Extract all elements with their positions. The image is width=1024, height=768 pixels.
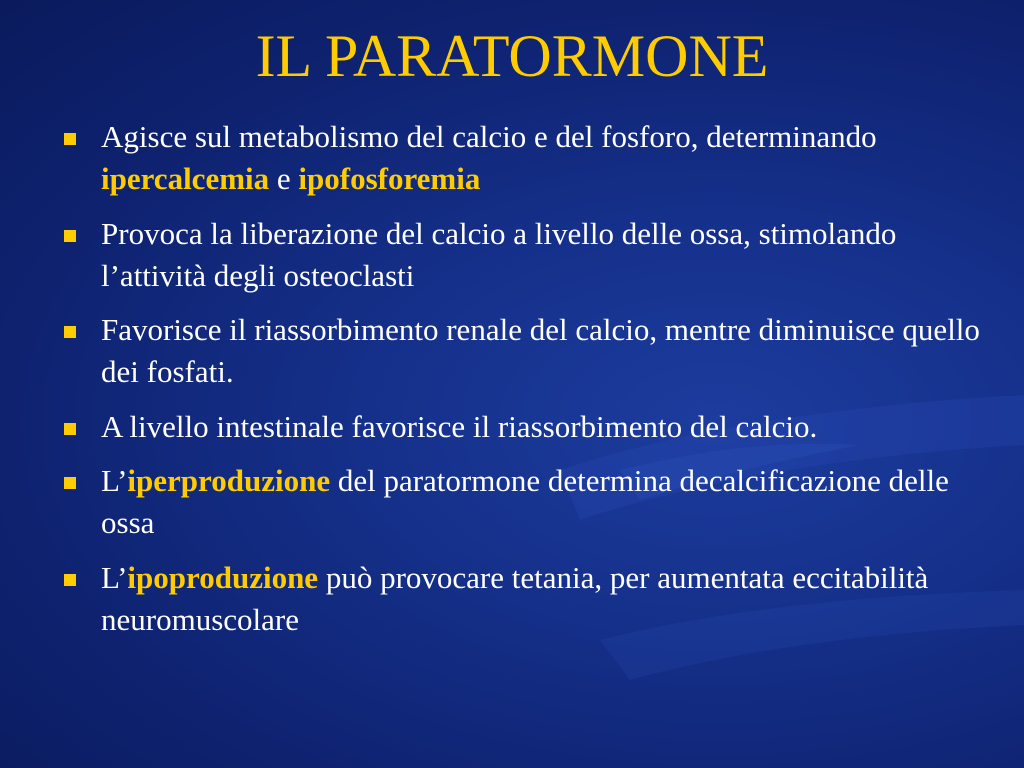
square-bullet-icon (64, 326, 76, 338)
bullet-text: del paratormone determina decalcificazione delle ossa (101, 463, 949, 540)
highlighted-term: ipoproduzione (127, 559, 319, 595)
bullet-text: L’ (101, 559, 128, 595)
bullet-text: Provoca la liberazione del calcio a livello delle ossa, stimolando l’attività degli osteoclasti (101, 215, 897, 293)
highlighted-term: iperproduzione (127, 463, 331, 498)
square-bullet-icon (64, 477, 76, 489)
square-bullet-icon (64, 230, 76, 242)
bullet-text: L’ (101, 463, 128, 498)
bullet-item (64, 116, 984, 200)
bullet-item (64, 213, 984, 297)
highlighted-term: ipofosforemia (298, 161, 481, 196)
highlighted-term: ipercalcemia (101, 161, 270, 196)
bullet-item (64, 557, 984, 641)
square-bullet-icon (64, 423, 76, 435)
square-bullet-icon (64, 133, 76, 145)
bullet-item (64, 309, 984, 393)
bullet-text: e (269, 161, 299, 196)
bullet-text: può provocare tetania, per aumentata eccitabilità neuromuscolare (101, 559, 929, 637)
bullet-text: A livello intestinale favorisce il riassorbimento del calcio. (101, 408, 818, 444)
bullet-item (64, 406, 984, 448)
square-bullet-icon (64, 574, 76, 586)
slide-title: IL PARATORMONE (255, 23, 769, 89)
bullet-text: Agisce sul metabolismo del calcio e del fosforo, determinando (101, 119, 877, 154)
bullet-text: Favorisce il riassorbimento renale del calcio, mentre diminuisce quello dei fosfati. (101, 312, 980, 389)
bullet-list (64, 116, 984, 653)
bullet-item (64, 460, 984, 544)
